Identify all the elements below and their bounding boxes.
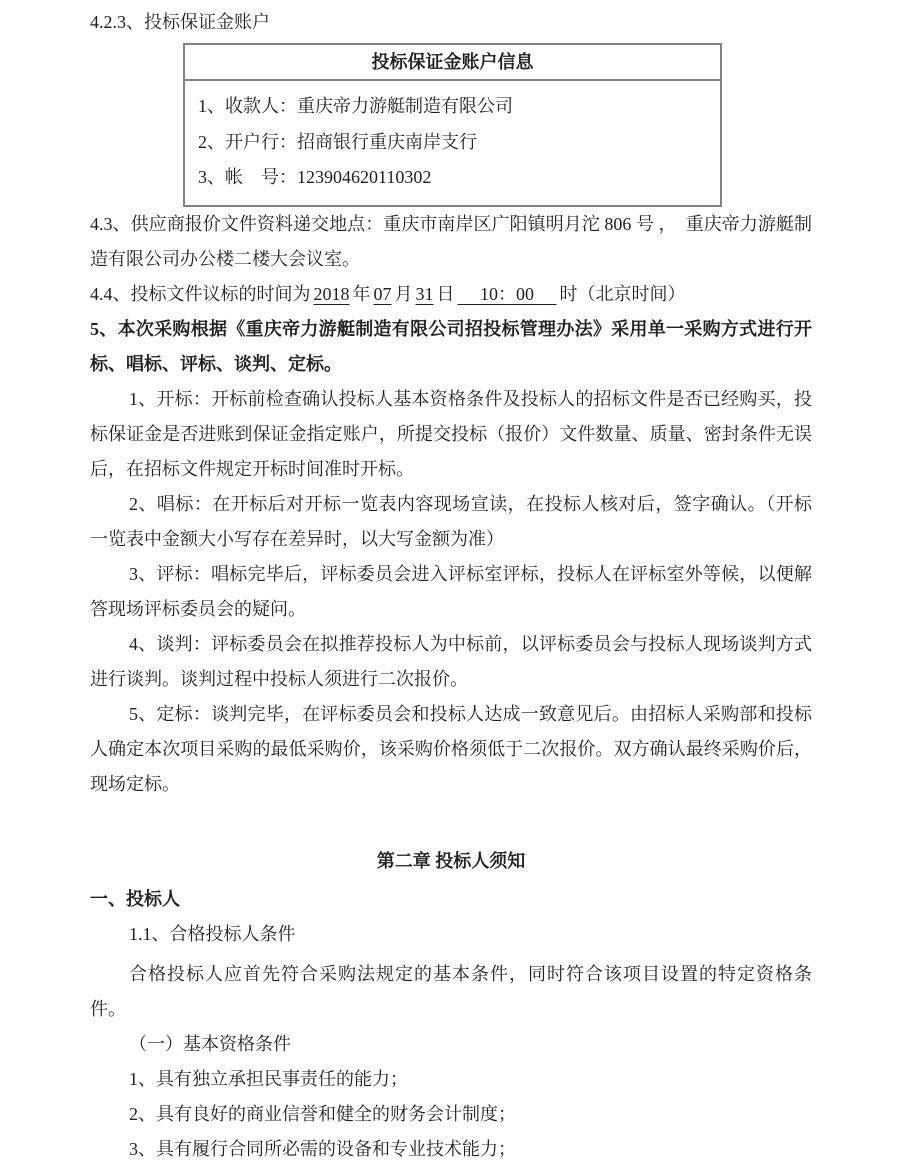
basic-qualification-item-3: 3、具有履行合同所必需的设备和专业技术能力；	[129, 1138, 516, 1159]
basic-qualification-item-2: 2、具有良好的商业信誉和健全的财务会计制度；	[129, 1103, 516, 1124]
deposit-table-body	[185, 81, 720, 205]
bid-date-day-underlined: 31	[415, 283, 434, 304]
clause-4-2-3-heading: 4.2.3、投标保证金账户	[90, 12, 270, 32]
clause-4-4-prefix: 4.4、投标文件议标的时间为	[90, 283, 311, 304]
basic-qualification-item-1: 1、具有独立承担民事责任的能力；	[129, 1068, 408, 1089]
clause-4-4-suffix: 时（北京时间）	[559, 283, 686, 304]
chapter-2-title: 第二章 投标人须知	[376, 850, 526, 871]
month-label: 月	[394, 283, 413, 304]
deposit-table-title: 投标保证金账户信息	[185, 45, 720, 81]
deposit-account-table	[183, 43, 722, 207]
deposit-table-row-payee: 1、收款人：重庆帝力游艇制造有限公司	[198, 96, 513, 116]
deposit-table-row-account-number: 3、帐 号：123904620110302	[198, 167, 432, 187]
procedure-step-reading: 2、唱标：在开标后对开标一览表内容现场宣读，在投标人核对后，签字确认。（开标一览表中金额大小写存在差异时，以大写金额为准）	[90, 493, 812, 549]
procedure-step-award: 5、定标：谈判完毕，在评标委员会和投标人达成一致意见后。由招标人采购部和投标人确定本次项目采购的最低采购价，该采购价格须低于二次报价。双方确认最终采购价后，现场定标。	[90, 703, 812, 794]
section-1-heading-bidder: 一、投标人	[90, 888, 180, 909]
basic-qualification-heading: （一）基本资格条件	[129, 1033, 291, 1054]
qualified-bidder-intro: 合格投标人应首先符合采购法规定的基本条件，同时符合该项目设置的特定资格条件。	[90, 963, 812, 1019]
clause-1-1-heading: 1.1、合格投标人条件	[129, 923, 296, 944]
procedure-step-opening: 1、开标：开标前检查确认投标人基本资格条件及投标人的招标文件是否已经购买，投标保证金是否进账到保证金指定账户，所提交投标（报价）文件数量、质量、密封条件无误后，在招标文件规定开标时间准时开标。	[90, 388, 812, 479]
day-label: 日	[436, 283, 455, 304]
clause-4-3-paragraph: 4.3、供应商报价文件资料递交地点：重庆市南岸区广阳镇明月沱 806 号 ， 重庆帝力游艇制造有限公司办公楼二楼大会议室。	[90, 213, 812, 269]
bid-date-year-underlined: 2018	[313, 283, 350, 304]
bid-time-underlined: 10：00	[457, 283, 557, 304]
procedure-step-negotiation: 4、谈判：评标委员会在拟推荐投标人为中标前，以评标委员会与投标人现场谈判方式进行谈判。谈判过程中投标人须进行二次报价。	[90, 633, 812, 689]
bid-date-month-underlined: 07	[373, 283, 392, 304]
year-label: 年	[352, 283, 371, 304]
procedure-step-evaluation: 3、评标：唱标完毕后，评标委员会进入评标室评标，投标人在评标室外等候，以便解答现场评标委员会的疑问。	[90, 563, 812, 619]
deposit-table-row-bank: 2、开户行：招商银行重庆南岸支行	[198, 131, 477, 152]
clause-5-paragraph: 5、本次采购根据《重庆帝力游艇制造有限公司招投标管理办法》采用单一采购方式进行开标、唱标、评标、谈判、定标。	[90, 318, 812, 374]
clause-4-4-paragraph	[90, 277, 812, 312]
